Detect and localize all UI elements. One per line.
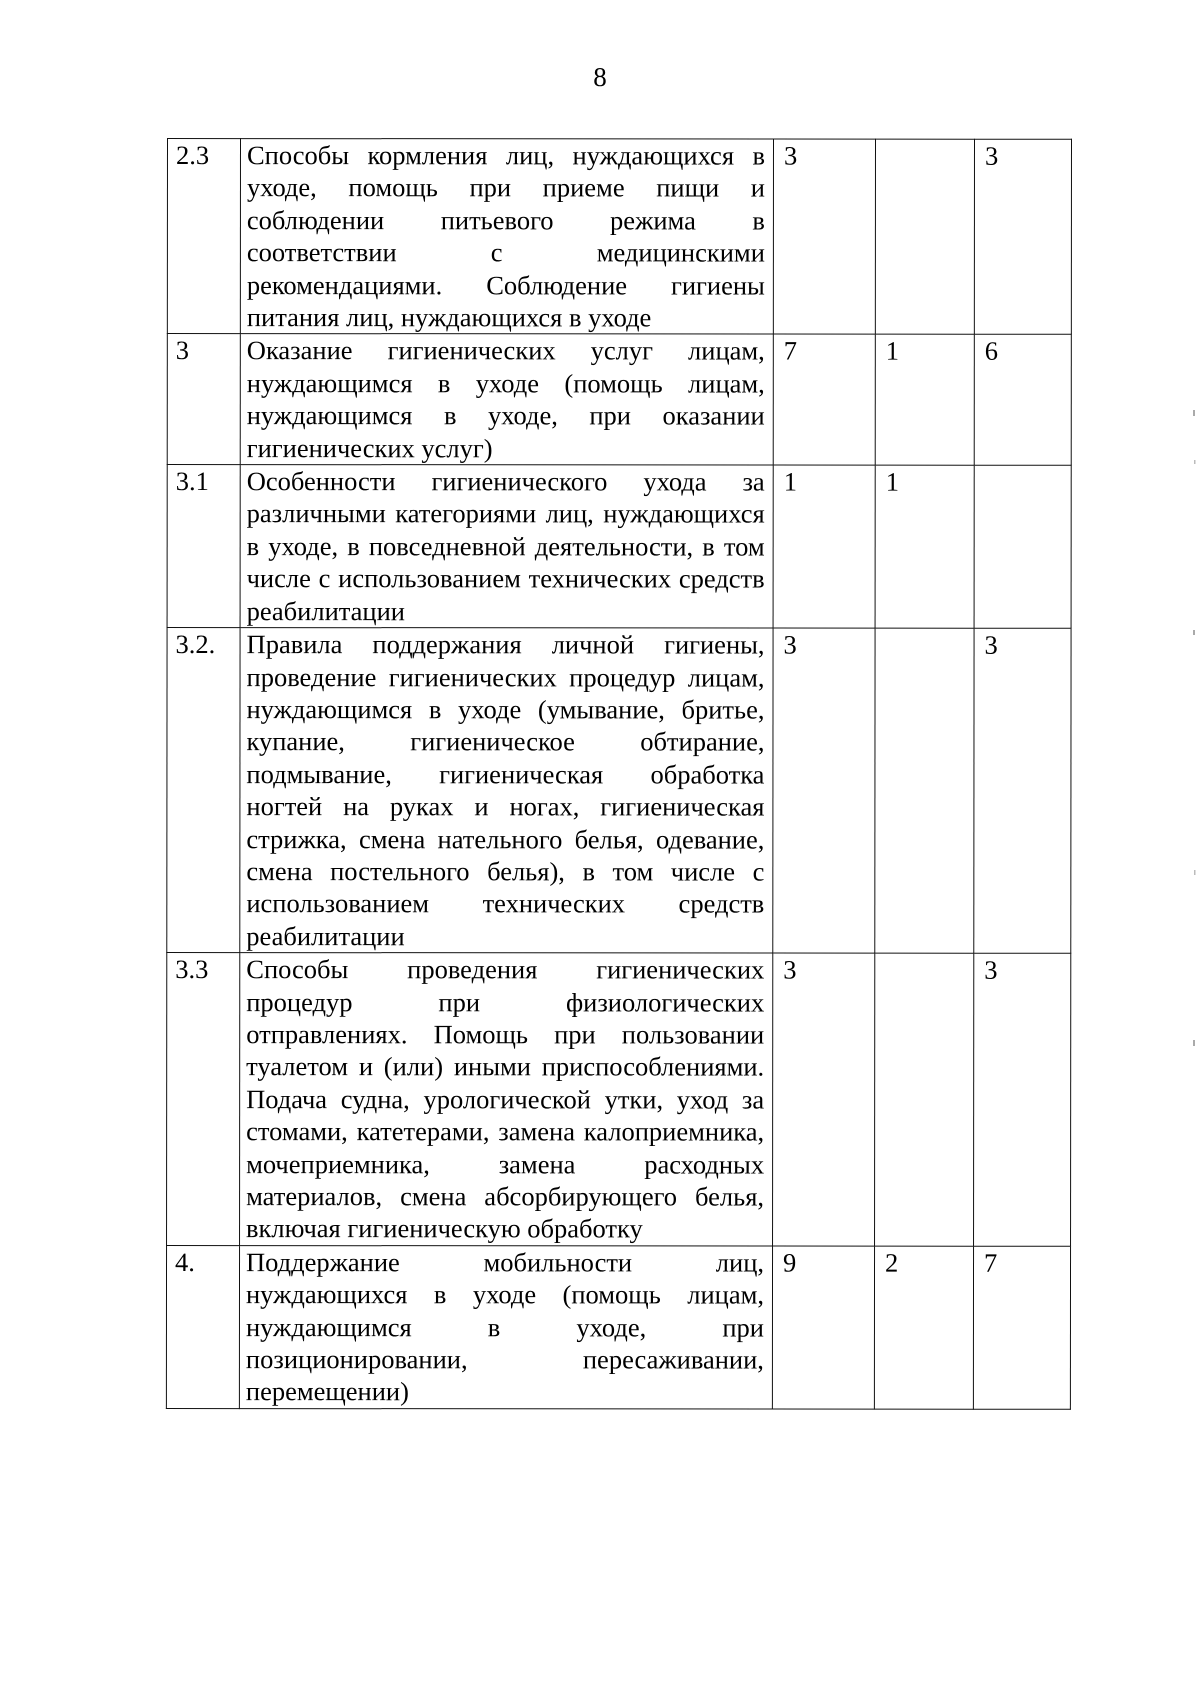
- total-hours: 1: [773, 465, 875, 628]
- practice-hours: [974, 465, 1071, 628]
- total-hours: 3: [773, 628, 875, 953]
- section-topic: Особенности гигиенического ухода за различными категориями лиц, нуждающихся в уходе, в повседневной деятельности, в том числе с использованием технических средств реабилитации: [240, 465, 773, 628]
- practice-hours: 6: [974, 335, 1071, 466]
- practice-hours: 3: [974, 139, 1071, 335]
- section-number: 2.3: [167, 139, 240, 335]
- theory-hours: 1: [875, 335, 974, 466]
- curriculum-table: [166, 138, 1072, 1410]
- section-topic: Правила поддержания личной гигиены, проведение гигиенических процедур лицам, нуждающимся в уходе (умывание, бритье, купание, гигиеническое обтирание, подмывание, гигиеническая обработка ногтей на руках и ногах, гигиеническая стрижка, смена нательного белья, одевание, смена постельного белья), в том числе с использованием технических средств реабилитации: [240, 628, 773, 954]
- table-row: [167, 953, 1071, 1246]
- section-topic: Оказание гигиенических услуг лицам, нуждающимся в уходе (помощь лицам, нуждающимся в уходе, при оказании гигиенических услуг): [240, 334, 773, 465]
- section-number: 4.: [166, 1245, 239, 1408]
- section-number: 3.2.: [167, 628, 240, 953]
- total-hours: 9: [772, 1246, 874, 1409]
- theory-hours: [875, 139, 974, 335]
- theory-hours: 2: [874, 1246, 973, 1409]
- practice-hours: 3: [974, 628, 1071, 953]
- total-hours: 7: [773, 334, 875, 465]
- theory-hours: 1: [875, 465, 974, 628]
- theory-hours: [875, 953, 974, 1246]
- scan-edge-marks: [1184, 400, 1200, 1100]
- section-number: 3: [167, 334, 240, 465]
- total-hours: 3: [773, 953, 875, 1246]
- table-row: [166, 1245, 1070, 1409]
- section-number: 3.3: [167, 953, 240, 1246]
- section-topic: Поддержание мобильности лиц, нуждающихся в уходе (помощь лицам, нуждающимся в уходе, при позиционировании, пересаживании, перемещении): [239, 1245, 772, 1408]
- table-row: [167, 465, 1071, 629]
- page-number: 8: [593, 62, 607, 92]
- total-hours: 3: [773, 139, 875, 335]
- theory-hours: [875, 628, 974, 953]
- practice-hours: 7: [973, 1246, 1070, 1409]
- table-row: [167, 139, 1071, 335]
- section-topic: Способы проведения гигиенических процедур при физиологических отправлениях. Помощь при пользовании туалетом и (или) иными приспособлениями. Подача судна, урологической утки, уход за стомами, катетерами, замена калоприемника, мочеприемника, замена расходных материалов, смена абсорбирующего белья, включая гигиеническую обработку: [240, 953, 773, 1246]
- section-number: 3.1: [167, 465, 240, 628]
- table-row: [167, 628, 1071, 954]
- section-topic: Способы кормления лиц, нуждающихся в уходе, помощь при приеме пищи и соблюдении питьевого режима в соответствии с медицинскими рекомендациями. Соблюдение гигиены питания лиц, нуждающихся в уходе: [240, 139, 773, 335]
- practice-hours: 3: [974, 953, 1071, 1246]
- table-row: [167, 334, 1071, 465]
